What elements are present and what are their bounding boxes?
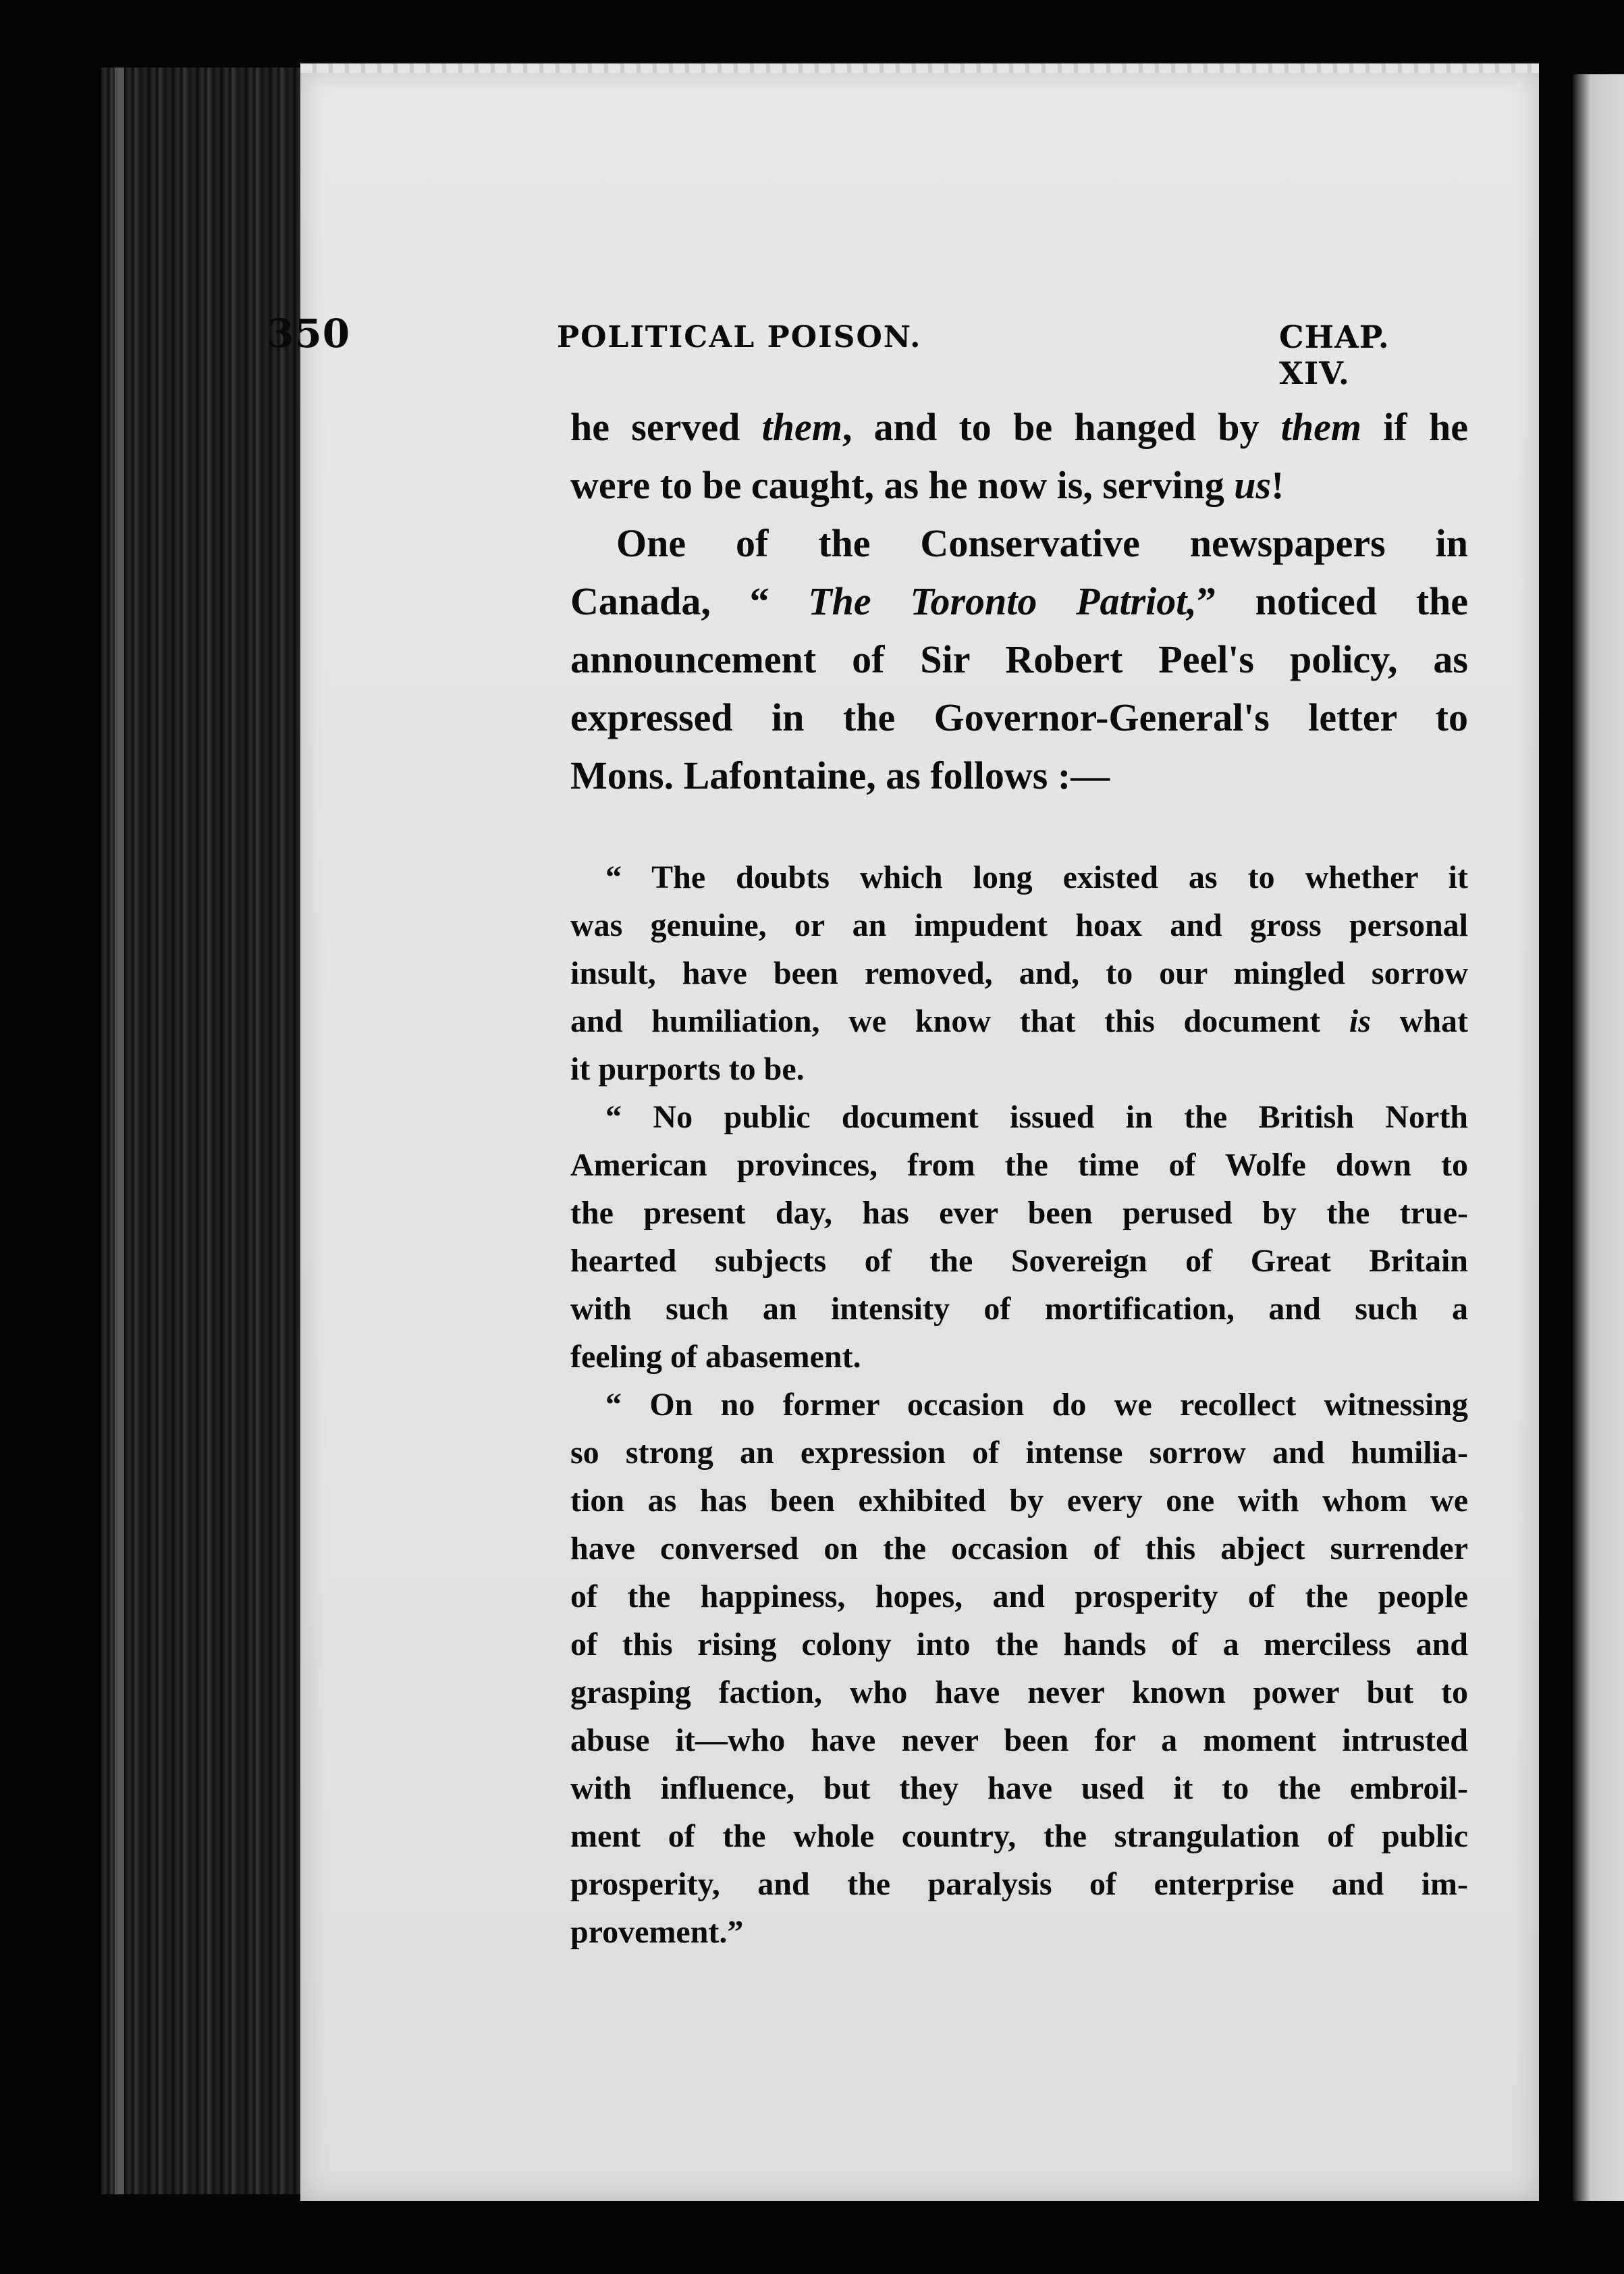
text-line (570, 573, 1468, 631)
quote-line (570, 1812, 1468, 1860)
quote-line (570, 1333, 1468, 1381)
text-run: ” noticed the (1196, 579, 1469, 623)
text-run: announcement of Sir Robert Peel's policy, as (570, 637, 1468, 681)
quote-line (570, 1908, 1468, 1956)
text-run: insult, have been removed, and, to our mingled sorrow (570, 955, 1468, 991)
text-run: ! (1271, 463, 1284, 507)
quote-line (570, 1764, 1468, 1812)
text-run: provement.” (570, 1914, 744, 1950)
text-run: of this rising colony into the hands of a merciless and (570, 1627, 1468, 1662)
chapter-label: CHAP. XIV. (1279, 319, 1390, 392)
text-run: American provinces, from the time of Wolfe down to (570, 1147, 1468, 1183)
italic-text: them (1280, 405, 1361, 449)
page-body (570, 398, 1468, 1956)
quote-line (570, 997, 1468, 1045)
text-run: what (1370, 1003, 1469, 1039)
text-run: One of the Conservative newspapers in (616, 521, 1468, 565)
text-run: with influence, but they have used it to the embroil- (570, 1770, 1468, 1806)
text-run: “ The doubts which long existed as to whether it (605, 860, 1468, 895)
quote-line (570, 1620, 1468, 1668)
italic-text: is (1349, 1003, 1371, 1039)
text-run: have conversed on the occasion of this abject surrender (570, 1531, 1468, 1566)
quote-line (570, 1381, 1468, 1429)
quotation-paragraph (570, 1093, 1468, 1381)
intro-paragraph (570, 514, 1468, 805)
italic-text: them (761, 405, 842, 449)
quote-line (570, 1285, 1468, 1333)
text-line (570, 631, 1468, 689)
quotation-block (570, 853, 1468, 1956)
text-run: was genuine, or an impudent hoax and gross personal (570, 907, 1468, 943)
quote-line (570, 1860, 1468, 1908)
text-run: of the happiness, hopes, and prosperity of the people (570, 1579, 1468, 1614)
italic-text: us (1234, 463, 1272, 507)
quote-line (570, 1668, 1468, 1716)
text-run: expressed in the Governor-General's letter to (570, 695, 1468, 739)
text-run: so strong an expression of intense sorrow and humilia- (570, 1435, 1468, 1471)
text-run: abuse it—who have never been for a moment intrusted (570, 1722, 1468, 1758)
text-run: with such an intensity of mortification, and such a (570, 1291, 1468, 1327)
text-run: the present day, has ever been perused by the true- (570, 1195, 1468, 1231)
text-line (570, 456, 1468, 514)
text-run: “ On no former occasion do we recollect witnessing (605, 1387, 1468, 1423)
book-page-edges (101, 68, 310, 2194)
text-run: hearted subjects of the Sovereign of Great Britain (570, 1243, 1468, 1279)
quote-line (570, 853, 1468, 901)
quote-line (570, 1045, 1468, 1093)
text-run: were to be caught, as he now is, serving (570, 463, 1235, 507)
quote-line (570, 1572, 1468, 1620)
text-run: if he (1361, 405, 1468, 449)
quote-line (570, 1716, 1468, 1764)
text-run: prosperity, and the paralysis of enterprise and im- (570, 1866, 1468, 1902)
text-line (570, 689, 1468, 747)
quote-line (570, 1429, 1468, 1477)
text-run: Mons. Lafontaine, as follows :— (570, 753, 1110, 797)
quote-line (570, 1237, 1468, 1285)
text-run: Canada, “ (570, 579, 809, 623)
page-number: 350 (267, 311, 351, 356)
text-run: feeling of abasement. (570, 1339, 861, 1375)
text-line (570, 398, 1468, 456)
text-run: , and to be hanged by (842, 405, 1281, 449)
quotation-paragraph (570, 853, 1468, 1093)
quote-line (570, 1477, 1468, 1525)
text-run: and humiliation, we know that this document (570, 1003, 1349, 1039)
running-head (267, 311, 1468, 392)
text-line (570, 514, 1468, 573)
text-run: he served (570, 405, 762, 449)
quote-line (570, 1141, 1468, 1189)
opening-paragraph (570, 398, 1468, 514)
facing-page-edge (1573, 74, 1624, 2201)
text-run: grasping faction, who have never known power but to (570, 1674, 1468, 1710)
quote-line (570, 949, 1468, 997)
italic-text: The Toronto Patriot, (808, 579, 1197, 623)
text-run: tion as has been exhibited by every one with whom we (570, 1483, 1468, 1518)
text-run: ment of the whole country, the strangulation of public (570, 1818, 1468, 1854)
text-line (570, 747, 1468, 805)
running-title: POLITICAL POISON. (557, 320, 922, 354)
quote-line (570, 1525, 1468, 1572)
text-run: it purports to be. (570, 1051, 805, 1087)
quote-line (570, 901, 1468, 949)
quote-line (570, 1093, 1468, 1141)
quotation-paragraph (570, 1381, 1468, 1956)
text-run: “ No public document issued in the British North (605, 1099, 1468, 1135)
quote-line (570, 1189, 1468, 1237)
